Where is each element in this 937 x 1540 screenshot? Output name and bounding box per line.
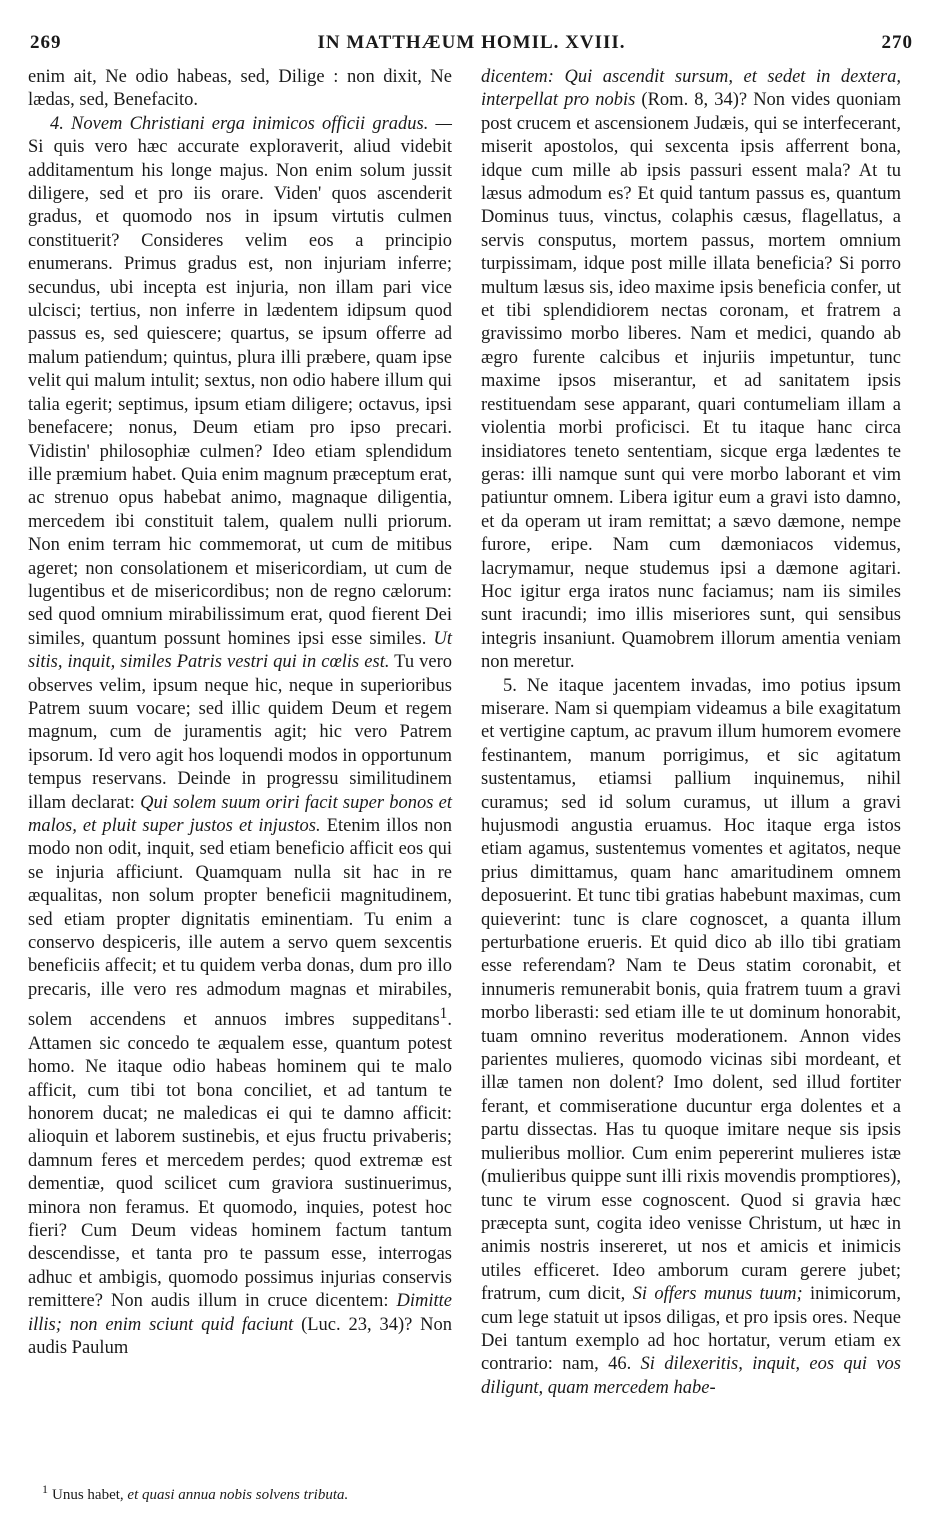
footnote-text: Unus habet, — [52, 1487, 128, 1503]
paragraph: 5. Ne itaque jacentem invadas, imo potius ipsum miserare. Nam si quempiam videamus a bile exagitatum et vertigine captum, ac pravum illum humorem evomere festinantem, manum porrigimus, et sic agitatum sustentamus, etiamsi pallium inquinemus, nihil curamus; sed id solum curamus, ut illum a gravi hujusmodi angustia eruamus. Hoc itaque erga istos etiam agamus, sustentemus vomentes et agitatos, neque prius dimittamus, quam hanc amaritudinem omnem deposuerint. Et tunc tibi gratias habebunt maximas, cum quieverint: tunc is clare cognoscet, a quanta illum perturbatione erueris. Et quid dico ab illo tibi gratiam esse referendam? Nam te Deus statim coronabit, et innumeris remunerabit bonis, quia fratrem tuum a gravi morbo liberasti: sed etiam ille te ut dominum honorabit, tuam omnino reveritus moderationem. Annon vides parientes mulieres, quomodo vicinas sibi mordeant, et illæ tamen non dolent? Imo dolent, sed illud fortiter ferant, et commiseratione ducuntur erga dolentes et a partu dissectas. Has tu quoque imitare neque sis ipsis mulieribus mollior. Cum enim pepererint mulieres istæ (mulieribus quippe sunt illi rixis movendis promptiores), tunc te virum esse cognoscent. Quod si gravia hæc præcepta sunt, cogita ideo venisse Christum, ut hæc in animis nostris insereret, ut nos et amicis et inimicis utiles efficeret. Ideo amborum curam gerere jubet; fratrum, cum dicit, Si offers munus tuum; inimicorum, cum lege statuit ut ipsos diligas, et pro ipsis ores. Neque Dei tantum exemplo ad hoc hortatur, verum etiam ex contrario: nam, 46. Si dilexeritis, inquit, eos qui vos diligunt, quam mercedem habe- — [481, 675, 901, 1398]
scripture-quote: Si dilexeritis, inquit, eos qui vos diligunt, quam mercedem habe- — [481, 1354, 901, 1398]
footnote-text-italic: et quasi annua nobis solvens tributa. — [127, 1487, 349, 1503]
page-number-right: 270 — [881, 32, 913, 53]
paragraph: dicentem: Qui ascendit sursum, et sedet in dextera, interpellat pro nobis (Rom. 8, 34)? Non vides quoniam post crucem et ascensionem Judæis, qui se interfecerant, miserit apostolos, qui sexcenta ipsis afferrent bona, idque cum mille ab ipsis passuri essent mala? At tu læsus admodum es? Et quid tantum passus es, quantum Dominus tuus, vinctus, colaphis cæsus, flagellatus, a servis consputus, mortem passus, mortem omnium turpissimam, idque post mille illata beneficia? Si porro multum læsus sis, ideo maxime ipsis beneficia confer, ut et tibi splendidiorem nectas coronam, et fratrem a gravissimo morbo liberes. Nam et medici, quando ab ægro furente calcibus et injuriis impetuntur, tunc maxime ipsos miserantur, et ad sanitatem ipsis restituendam sese apparant, quari contumeliam illam a violentia morbi proficisci. Et tu itaque hanc circa insidiatores teneto sententiam, sicque erga lædentes te geras: illi namque sunt qui vere morbo laborant et vim patiuntur omnem. Libera igitur eum a gravi isto damno, et da operam ut iram remittat; a sævo dæmone, nempe furore, eripe. Nam cum dæmoniacos videmus, lacrymamur, neque studemus ipsi a dæmone agitari. Hoc igitur erga iratos nunc faciamus; nam iis similes sunt iracundi; imo illis miseriores sunt, qui sensibus integris insaniunt. Quamobrem illorum amentia veniam non meretur. — [481, 67, 902, 673]
scripture-quote: Qui solem suum oriri facit super bonos et malos, et pluit super justos et injustos. — [28, 792, 452, 836]
scripture-quote: dicentem: Qui ascendit sursum, et sedet in dextera, interpellat pro nobis — [481, 67, 901, 111]
footnote — [28, 1480, 452, 1505]
scripture-reference: (Rom. 8, 34)? — [635, 90, 748, 111]
page-number-left: 269 — [30, 32, 62, 53]
left-column — [28, 66, 452, 1361]
footnote-marker: 1 — [42, 1482, 48, 1496]
paragraph: enim ait, Ne odio habeas, sed, Dilige : non dixit, Ne lædas, sed, Benefacito. — [28, 67, 452, 111]
footnote-marker: 1 — [439, 1005, 448, 1023]
right-column — [481, 66, 901, 1400]
running-header — [30, 32, 913, 62]
scripture-quote: Dimitte illis; non enim sciunt quid faciunt — [28, 1291, 452, 1335]
section-heading: 4. Novem Christiani erga inimicos officii gradus. — — [50, 113, 452, 134]
scripture-quote: Ut sitis, inquit, similes Patris vestri qui in cœlis est. — [28, 628, 452, 673]
paragraph: 4. Novem Christiani erga inimicos officii gradus. — Si quis vero hæc accurate exploraverit, aliud videbit additamentum his longe majus. Non enim solum jussit diligere, sed et pro iis orare. Viden' quos ascenderit gradus, et quomodo nos in ipsum virtutis culmen constituerit? Consideres velim eos a principio enumerans. Primus gradus est, non injuriam inferre; secundus, ubi incepta est injuria, non illam pari vice ulcisci; tertius, non inferre in lædentem idipsum quod passus es, sed quiescere; quartus, se ipsum offerre ad malum patiendum; quintus, plura illi præbere, quam ipse velit qui malum intulit; sextus, non odio habere illum qui talia egerit; septimus, ipsum etiam diligere; octavus, ipsi benefacere; nonus, Deum etiam pro ipso precari. Vidistin' philosophiæ culmen? Ideo etiam splendidum ille præmium habet. Quia enim magnum præceptum erat, ac strenuo opus habebat animo, magnaque diligentia, mercedem ibi constituit talem, qualem nulli priorum. Non enim terram hic commemorat, ut cum de mitibus ageret; non consolationem et misericordiam, ut cum de lugentibus et de misericordibus; non de regno cælorum: sed quod omnium mirabilissimum erat, quod fierent Dei similes, quantum possunt homines ipsi esse similes. Ut sitis, inquit, similes Patris vestri qui in cœlis est. Tu vero observes velim, ipsum neque hic, neque in superioribus Patrem suum vocare; sed illic quidem Deum et regem magnum, cum de juramentis agit; hic vero Patrem ipsorum. Id vero agit hos loquendi modos in opportunum tempus reservans. Deinde in progressu similitudinem illam declarat: Qui solem suum oriri facit super bonos et malos, et pluit super justos et injustos. Etenim illos non modo non odit, inquit, sed etiam beneficio afficit eos qui se injuria afficiunt. Quamquam nulla sit hac in re æqualitas, non solum propter beneficii magnitudinem, sed etiam propter dignitatis eminentiam. Tu enim a conservo despiceris, ille autem a servo quem sexcentis beneficiis affecit; et tu quidem verba donas, dum pro illo precaris, ille vero res admodum magnas et mirabiles, solem accendens et annuos imbres suppeditans$^1$. Attamen sic concedo te æqualem esse, quantum potest homo. Ne itaque odio habeas hominem qui te malo afficit, cum tibi tot bona conciliet, et ad tantum te honorem ducat; ne maledicas ei qui te damno afficit: alioquin et laborem sustinebis, et ejus fructu privaberis; damnum feres et mercedem perdes; quod extremæ est dementiæ, quod scilicet cum graviora sustinuerimus, minora non feramus. Et quomodo, inquies, potest hoc fieri? Cum Deum videas hominem factum tantum descendisse, et tanta pro te passum esse, interrogas adhuc et ambigis, quomodo possimus injurias conservis remittere? Non audis illum in cruce dicentem: Dimitte illis; non enim sciunt quid faciunt (Luc. 23, 34)? Non audis Paulum — [28, 113, 453, 1359]
scripture-quote: Si offers munus tuum; — [632, 1284, 803, 1305]
running-title: IN MATTHÆUM HOMIL. XVIII. — [317, 32, 626, 53]
scripture-reference: (Luc. 23, 34)? Non audis Paulum — [28, 1314, 453, 1359]
